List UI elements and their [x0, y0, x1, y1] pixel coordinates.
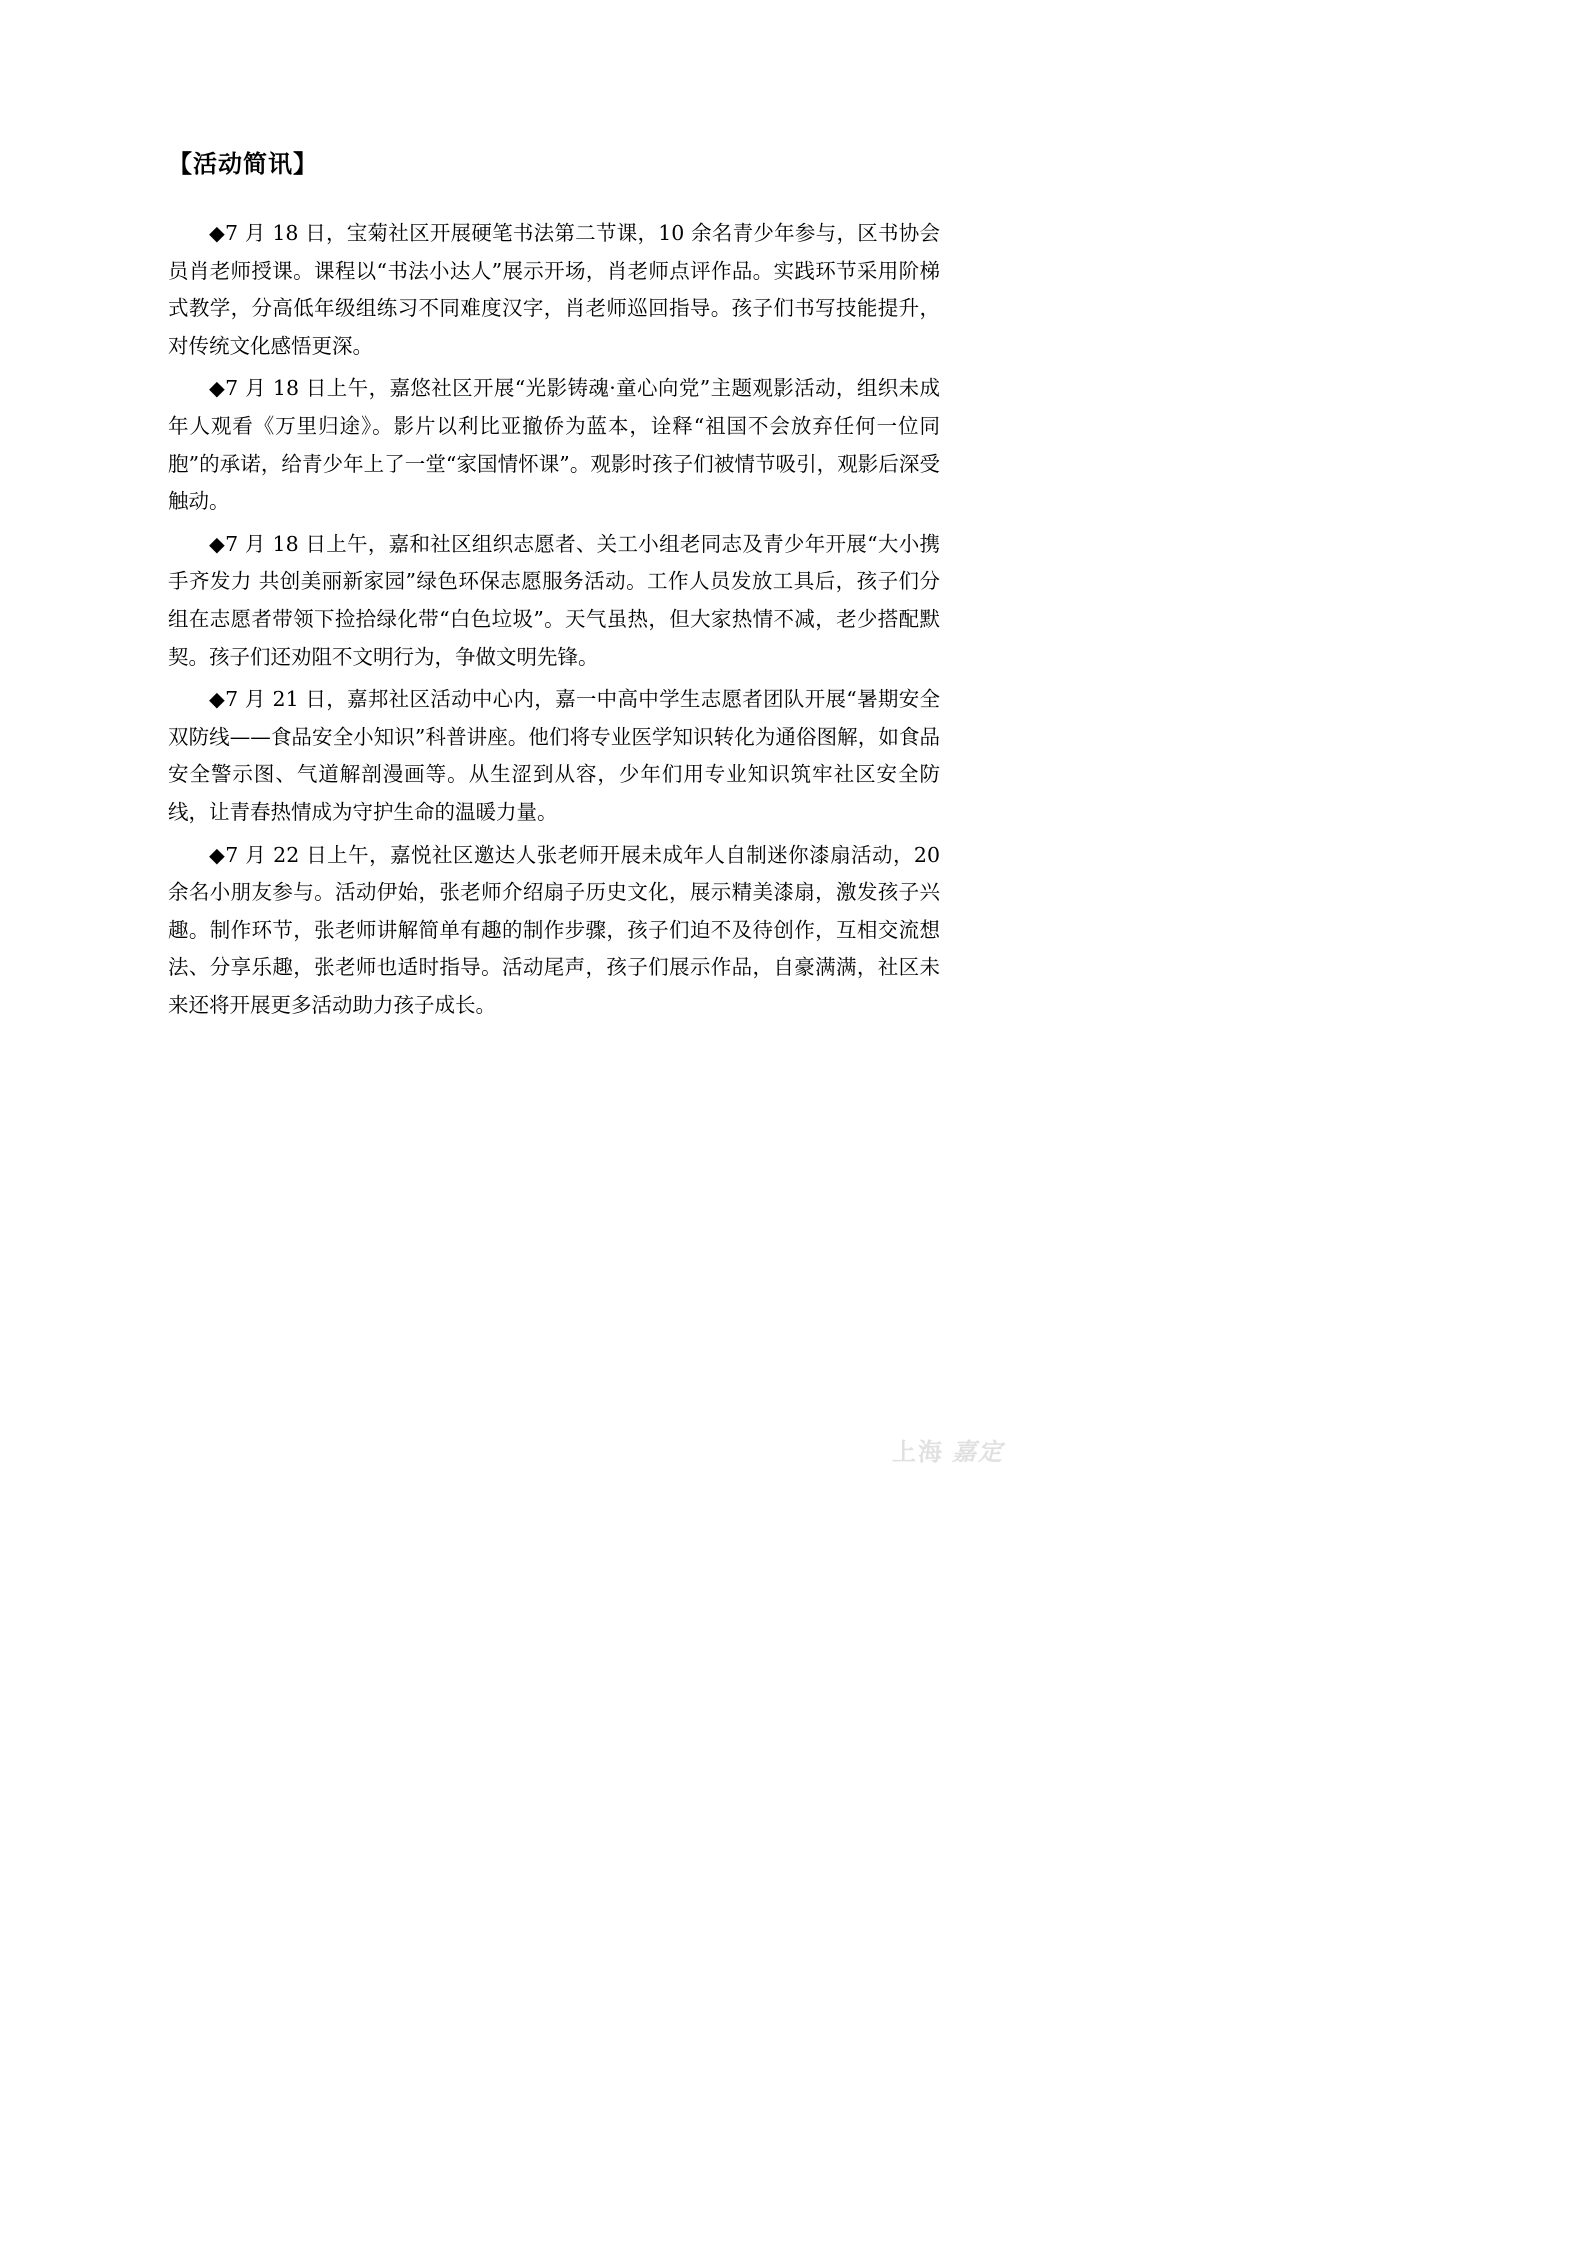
- news-item-4: ◆7 月 21 日，嘉邦社区活动中心内，嘉一中高中学生志愿者团队开展“暑期安全双防线——食品安全小知识”科普讲座。他们将专业医学知识转化为通俗图解，如食品安全警示图、气道解剖漫画等。从生涩到从容，少年们用专业知识筑牢社区安全防线，让青春热情成为守护生命的温暖力量。: [168, 687, 940, 824]
- watermark-logo: [892, 1432, 1032, 1472]
- watermark-text-left: 上海: [892, 1437, 944, 1466]
- section-heading: 【活动简讯】: [168, 149, 318, 178]
- news-item-3: ◆7 月 18 日上午，嘉和社区组织志愿者、关工小组老同志及青少年开展“大小携手齐发力 共创美丽新家园”绿色环保志愿服务活动。工作人员发放工具后，孩子们分组在志愿者带领下捡拾绿化带“白色垃圾”。天气虽热，但大家热情不减，老少搭配默契。孩子们还劝阻不文明行为，争做文明先锋。: [168, 531, 940, 669]
- watermark-text-right: 嘉定: [952, 1437, 1004, 1466]
- news-item-5: ◆7 月 22 日上午，嘉悦社区邀达人张老师开展未成年人自制迷你漆扇活动，20 余名小朋友参与。活动伊始，张老师介绍扇子历史文化，展示精美漆扇，激发孩子兴趣。制作环节，张老师讲解简单有趣的制作步骤，孩子们迫不及待创作，互相交流想法、分享乐趣，张老师也适时指导。活动尾声，孩子们展示作品，自豪满满，社区未来还将开展更多活动助力孩子成长。: [168, 842, 940, 1017]
- news-item-1: ◆7 月 18 日，宝菊社区开展硬笔书法第二节课，10 余名青少年参与，区书协会员肖老师授课。课程以“书法小达人”展示开场，肖老师点评作品。实践环节采用阶梯式教学，分高低年级组练习不同难度汉字，肖老师巡回指导。孩子们书写技能提升，对传统文化感悟更深。: [168, 221, 940, 358]
- document-page: [168, 140, 940, 1029]
- news-item-2: ◆7 月 18 日上午，嘉悠社区开展“光影铸魂·童心向党”主题观影活动，组织未成年人观看《万里归途》。影片以利比亚撤侨为蓝本，诠释“祖国不会放弃任何一位同胞”的承诺，给青少年上了一堂“家国情怀课”。观影时孩子们被情节吸引，观影后深受触动。: [168, 376, 940, 514]
